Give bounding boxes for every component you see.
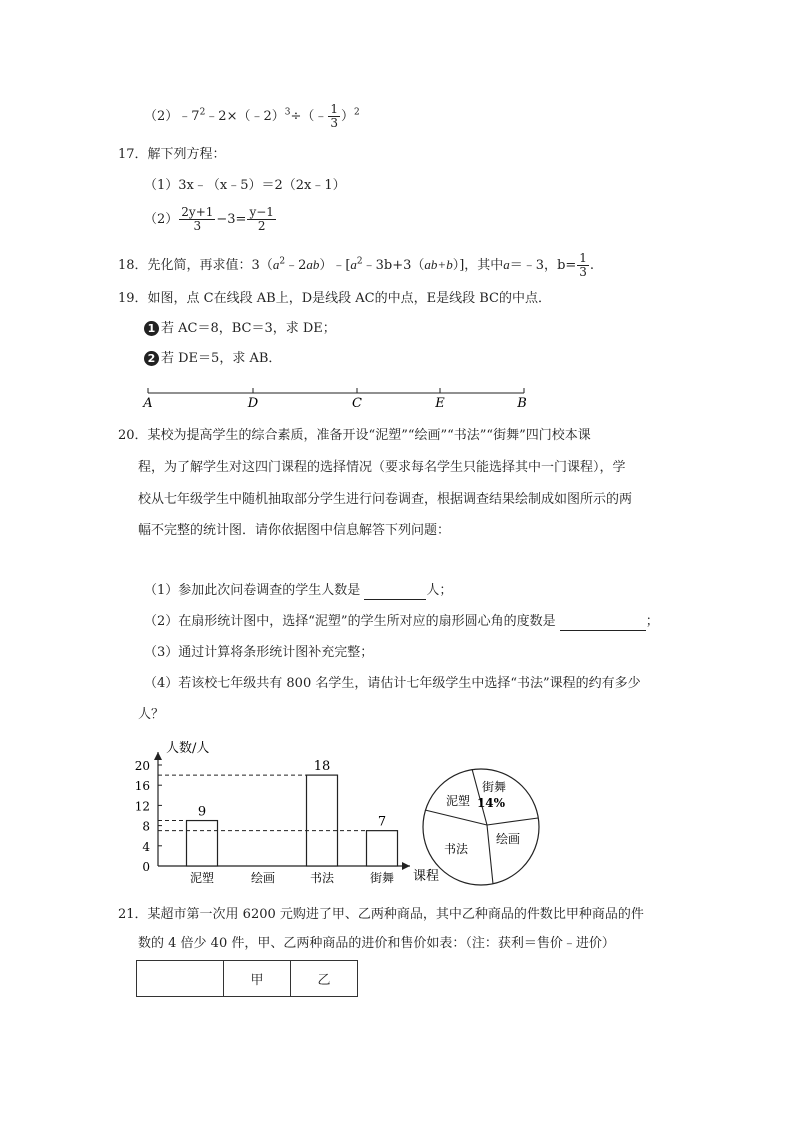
y-tick-label: 12: [134, 799, 150, 814]
pie-slice-label: 泥塑: [445, 794, 471, 808]
q19-sub1: 1 若 AC＝8，BC＝3，求 DE；: [144, 320, 336, 338]
point-b-label: B: [517, 396, 527, 411]
point-c-label: C: [352, 396, 362, 411]
circled-number: 2: [144, 351, 159, 366]
x-axis-arrow: [402, 862, 410, 870]
q20-line2: 程，为了解学生对这四门课程的选择情况（要求每名学生只能选择其中一门课程），学: [138, 460, 626, 475]
pie-slice-label: 书法: [443, 842, 469, 856]
point-e-label: E: [435, 396, 445, 411]
q20-sub3: （3）通过计算将条形统计图补充完整；: [144, 645, 374, 660]
circled-number: 1: [144, 321, 159, 336]
q20-line3: 校从七年级学生中随机抽取部分学生进行问卷调查，根据调查结果绘制成如图所示的两: [138, 492, 633, 507]
y-tick-label: 16: [134, 779, 150, 794]
table-header-cell: [137, 961, 224, 997]
q20-line4: 幅不完整的统计图．请你依据图中信息解答下列问题：: [138, 523, 451, 538]
q19-sub2: 2 若 DE＝5，求 AB．: [144, 350, 281, 368]
x-tick-label: 泥塑: [189, 871, 215, 885]
point-d-label: D: [247, 396, 259, 411]
y-tick-label: 0: [142, 860, 150, 874]
q17-part1: （1）3x﹣（x﹣5）＝2（2x﹣1）: [144, 178, 346, 193]
bar: [367, 831, 398, 866]
q18-line: 18．先化简，再求值：$3(a^2﹣2ab)﹣[a^2﹣3b+3(ab+b)]$，其中a＝﹣3，b= $\frac{1}{3}$ .: [118, 251, 595, 279]
pie-percent-label: 14%: [476, 796, 506, 810]
y-tick-label: 20: [134, 759, 150, 773]
bar-data-label: 7: [377, 814, 387, 830]
pie-slice-label: 绘画: [495, 832, 521, 846]
bar: [187, 821, 218, 866]
x-axis-label: 课程: [413, 869, 440, 884]
y-tick-label: 8: [142, 819, 150, 834]
bar-data-label: 18: [313, 759, 331, 775]
bar-data-label: 9: [197, 804, 207, 820]
x-tick-label: 书法: [309, 871, 335, 885]
bar: [307, 775, 338, 866]
price-table: [136, 960, 358, 997]
fraction: $\frac{1}{3}$: [330, 102, 339, 130]
y-axis-label: 人数/人: [166, 741, 210, 756]
q20-sub2: （2）在扇形统计图中，选择“泥塑”的学生所对应的扇形圆心角的度数是 ；: [144, 614, 659, 629]
y-tick-label: 4: [142, 839, 150, 854]
q19-line1: 19．如图，点 C在线段 AB上，D是线段 AC的中点，E是线段 BC的中点．: [118, 291, 551, 306]
q20-sub1: （1）参加此次问卷调查的学生人数是 人；: [144, 583, 453, 598]
q16-part2: $(2)﹣7^2﹣2\times(﹣2)^3\div(﹣$ $\frac{1}{3}$ ）$^2$: [144, 102, 360, 130]
pie-chart: [423, 769, 539, 885]
q20-sub4b: 人？: [138, 707, 165, 722]
x-tick-label: 绘画: [250, 871, 276, 885]
y-axis-arrow: [154, 752, 162, 760]
table-header-cell: 甲: [224, 961, 291, 997]
q17-title: 17．解下列方程：: [118, 147, 226, 162]
x-tick-label: 街舞: [369, 871, 395, 885]
q17-part2: （2） $\frac{2y+1}{3}$ −3= $\frac{y-1}{2}$: [144, 205, 274, 233]
q20-sub4a: （4）若该校七年级共有 800 名学生，请估计七年级学生中选择“书法”课程的约有多少: [144, 676, 641, 691]
q21-line2: 数的 4 倍少 40 件，甲、乙两种商品的进价和售价如表：（注：获利＝售价﹣进价）: [138, 936, 615, 951]
table-row: [137, 961, 358, 997]
table-header-cell: 乙: [291, 961, 358, 997]
q20-line1: 20．某校为提高学生的综合素质，准备开设“泥塑”“绘画”“书法”“街舞”四门校本课: [118, 428, 591, 443]
pie-slice-label: 街舞: [481, 780, 507, 794]
q21-line1: 21．某超市第一次用 6200 元购进了甲、乙两种商品，其中乙种商品的件数比甲种商品的件: [118, 907, 644, 922]
point-a-label: A: [143, 396, 153, 411]
bar-chart: [135, 740, 439, 885]
